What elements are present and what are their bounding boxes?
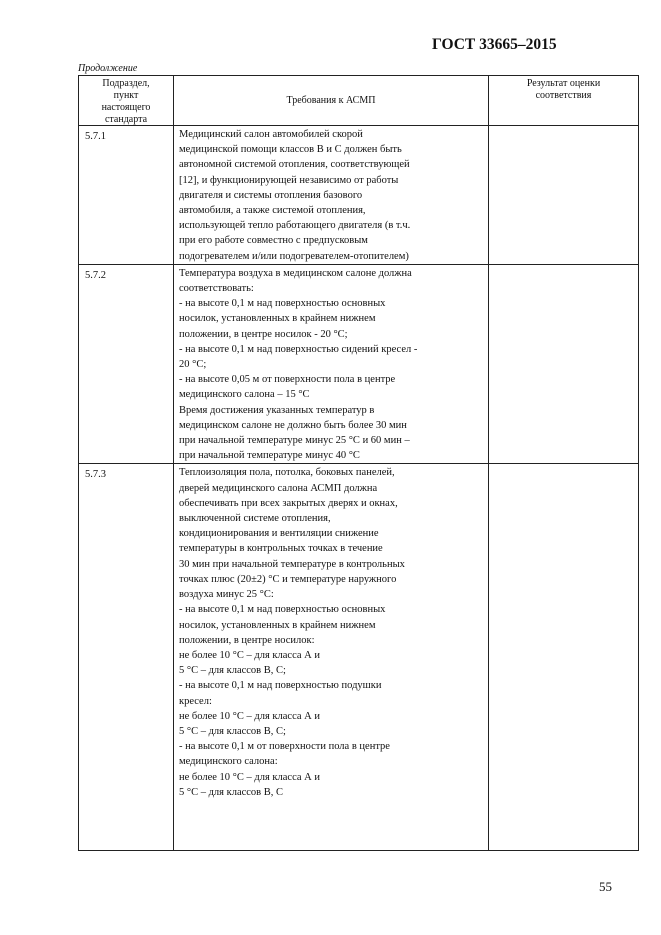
requirement-line: соответствовать:	[179, 283, 254, 295]
requirement-line: не более 10 °С – для класса А и	[179, 710, 320, 722]
requirement-line: автомобиля, а также системой отопления,	[179, 205, 366, 217]
requirement-line: носилок, установленных в крайнем нижнем	[179, 313, 376, 325]
requirement-text	[174, 126, 489, 265]
section-number: 5.7.2	[79, 264, 174, 464]
requirement-line: температуры в контрольных точках в течение	[179, 543, 383, 555]
requirement-line: положении, в центре носилок - 20 °С;	[179, 328, 348, 340]
requirement-line: обеспечивать при всех закрытых дверях и окнах,	[179, 497, 398, 509]
requirement-line: Время достижения указанных температур в	[179, 404, 375, 416]
requirement-line: автономной системой отопления, соответствующей	[179, 159, 410, 171]
column-header-requirements	[174, 76, 489, 126]
requirements-table	[78, 75, 639, 851]
requirement-text	[174, 464, 489, 851]
column-header-line: Требования к АСМП	[286, 95, 376, 106]
requirement-line: - на высоте 0,1 м над поверхностью основных	[179, 298, 386, 310]
continuation-label: Продолжение	[78, 63, 138, 74]
requirement-line: выключенной системе отопления,	[179, 513, 331, 525]
requirement-line: - на высоте 0,05 м от поверхности пола в центре	[179, 374, 396, 386]
requirement-line: точках плюс (20±2) °С и температуре наружного	[179, 573, 397, 585]
requirement-line: - на высоте 0,1 м над поверхностью сидений кресел -	[179, 343, 418, 355]
result-cell	[489, 464, 639, 851]
requirement-line: Температура воздуха в медицинском салоне должна	[179, 267, 412, 279]
requirement-line: 30 мин при начальной температуре в контрольных	[179, 558, 405, 570]
requirement-line: кресел:	[179, 695, 212, 707]
standard-number: ГОСТ 33665–2015	[432, 36, 557, 53]
requirement-line: Теплоизоляция пола, потолка, боковых панелей,	[179, 467, 395, 479]
requirement-line: 5 °С – для классов В, С	[179, 786, 284, 798]
requirement-line: медицинского салона – 15 °С	[179, 389, 310, 401]
requirement-line: - на высоте 0,1 м над поверхностью основных	[179, 604, 386, 616]
requirement-line: 20 °С;	[179, 359, 207, 371]
table-header-row	[79, 76, 639, 126]
requirement-line: - на высоте 0,1 м над поверхностью подушки	[179, 680, 382, 692]
column-header-result	[489, 76, 639, 126]
requirement-line: положении, в центре носилок:	[179, 634, 315, 646]
result-cell	[489, 126, 639, 265]
requirement-line: медицинской помощи классов В и С должен быть	[179, 144, 402, 156]
column-header-line: настоящего	[101, 102, 151, 113]
requirement-line: медицинского салона:	[179, 756, 278, 768]
requirement-line: при начальной температуре минус 25 °С и 60 мин –	[179, 435, 410, 447]
requirement-line: - на высоте 0,1 м от поверхности пола в центре	[179, 741, 390, 753]
column-header-line: соответствия	[535, 90, 592, 101]
table-row	[79, 464, 639, 851]
table-row	[79, 126, 639, 265]
result-cell	[489, 264, 639, 464]
page-number: 55	[599, 879, 612, 894]
requirement-line: Медицинский салон автомобилей скорой	[179, 129, 363, 140]
requirement-line: использующей тепло работающего двигателя (в т.ч.	[179, 220, 411, 232]
requirement-line: не более 10 °С – для класса А и	[179, 771, 320, 783]
column-header-section	[79, 76, 174, 126]
requirement-line: подогревателем и/или подогревателем-отопителем)	[179, 250, 409, 262]
requirement-text	[174, 264, 489, 464]
requirement-line: медицинском салоне не должно быть более 30 мин	[179, 419, 407, 431]
table-row	[79, 264, 639, 464]
requirement-line: носилок, установленных в крайнем нижнем	[179, 619, 376, 631]
requirement-line: при начальной температуре минус 40 °С	[179, 450, 360, 462]
requirement-line: двигателя и системы отопления базового	[179, 189, 363, 201]
requirement-line: не более 10 °С – для класса А и	[179, 649, 320, 661]
requirement-line: дверей медицинского салона АСМП должна	[179, 482, 378, 494]
column-header-line: пункт	[113, 90, 139, 101]
requirement-line: 5 °С – для классов В, С;	[179, 725, 286, 737]
requirement-line: кондиционирования и вентиляции снижение	[179, 528, 379, 540]
section-number: 5.7.3	[79, 464, 174, 851]
section-number: 5.7.1	[79, 126, 174, 265]
requirement-line: [12], и функционирующей независимо от работы	[179, 174, 399, 186]
column-header-line: Подраздел,	[102, 78, 150, 89]
requirement-line: воздуха минус 25 °С:	[179, 589, 274, 601]
requirement-line: 5 °С – для классов В, С;	[179, 665, 286, 677]
requirement-line: при его работе совместно с предпусковым	[179, 235, 368, 247]
column-header-line: Результат оценки	[526, 78, 601, 89]
column-header-line: стандарта	[104, 114, 148, 125]
